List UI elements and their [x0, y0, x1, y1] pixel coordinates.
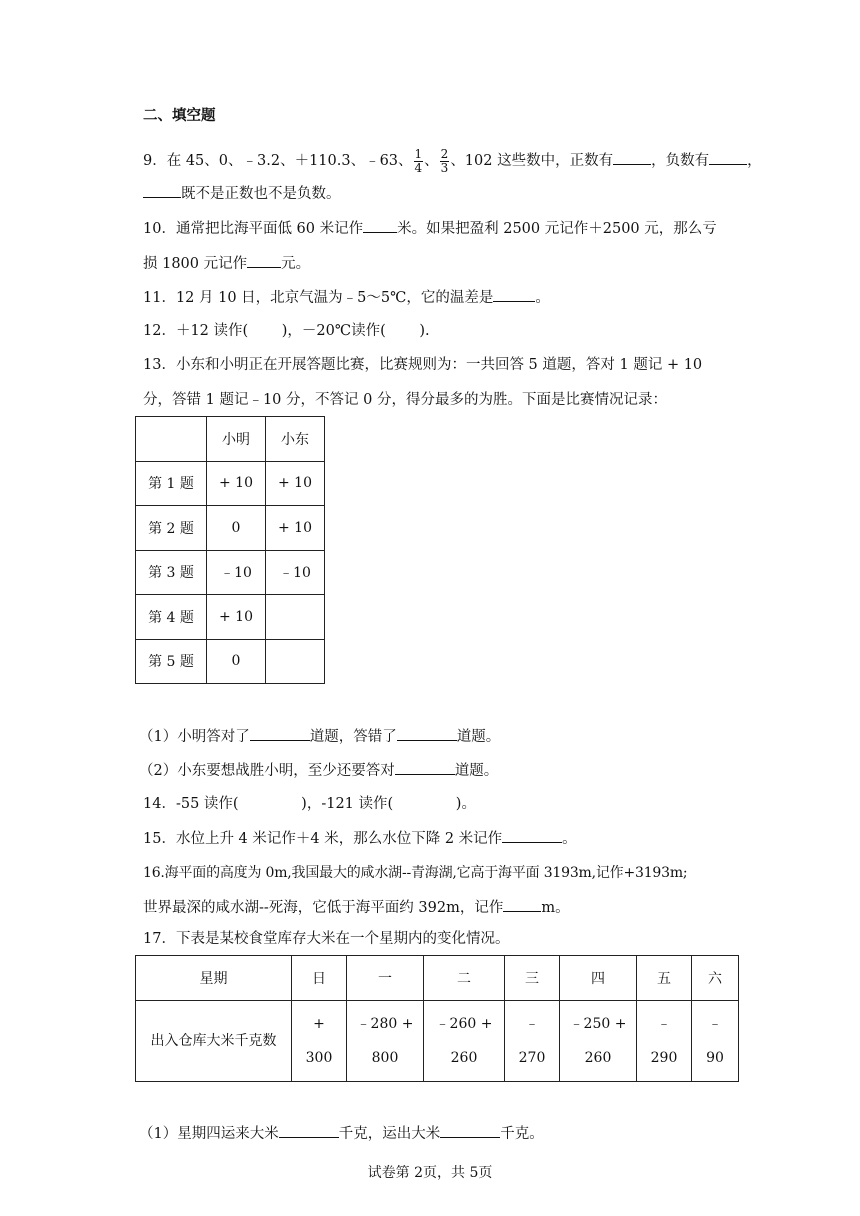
question-17-sub-1 [139, 1123, 544, 1144]
table-cell: + 10 [266, 506, 325, 551]
question-13-sub-2 [139, 760, 498, 781]
table-cell [266, 595, 325, 640]
q13-sub2-text-1: （2）小东要想战胜小明，至少还要答对 [139, 763, 395, 779]
table-cell: 第 1 题 [136, 461, 207, 506]
table-cell: ﹣260 + 260 [424, 1001, 505, 1082]
question-10-line-2 [143, 253, 310, 274]
q9-text-2: 、102 这些数中，正数有 [450, 153, 614, 169]
q9-text-5: 既不是正数也不是负数。 [181, 186, 341, 202]
table-cell: 日 [292, 956, 347, 1001]
table-row [136, 639, 325, 684]
table-cell: ﹣ 90 [692, 1001, 739, 1082]
table-cell: 0 [207, 639, 266, 684]
q9-text-3: ，负数有 [651, 153, 710, 169]
table-cell: ﹣ 290 [637, 1001, 692, 1082]
question-16-line-1: 16.海平面的高度为 0m,我国最大的咸水湖--青海湖,它高于海平面 3193m,记作+3193m; [143, 865, 688, 881]
answer-blank[interactable] [503, 897, 541, 912]
q9-text-4: ， [747, 153, 762, 169]
q11-text-2: 。 [535, 290, 550, 306]
answer-blank[interactable] [279, 1123, 339, 1138]
q10-text-2: 米。如果把盈利 2500 元记作＋2500 元，那么亏 [397, 221, 717, 237]
q15-text-2: 。 [562, 831, 577, 847]
answer-blank[interactable] [613, 150, 651, 165]
table-cell: 三 [505, 956, 560, 1001]
q10-text-3: 损 1800 元记作 [143, 256, 248, 272]
table-row [136, 461, 325, 506]
q9-sep: 、 [424, 153, 439, 169]
question-17: 17．下表是某校食堂库存大米在一个星期内的变化情况。 [143, 931, 510, 947]
table-cell: 二 [424, 956, 505, 1001]
table-cell [136, 417, 207, 462]
q17-sub1-text-3: 千克。 [500, 1126, 544, 1142]
answer-blank[interactable] [502, 828, 562, 843]
table-cell: 第 5 题 [136, 639, 207, 684]
question-14: 14．-55 读作( )，-121 读作( )。 [143, 796, 476, 812]
table-cell: ﹣10 [266, 550, 325, 595]
q13-sub1-text-3: 道题。 [456, 729, 501, 745]
table-cell: 小东 [266, 417, 325, 462]
table-cell: 出入仓库大米千克数 [136, 1001, 292, 1082]
q17-sub1-text-1: （1）星期四运来大米 [139, 1126, 279, 1142]
answer-blank[interactable] [395, 760, 455, 775]
table-cell: 一 [347, 956, 424, 1001]
table-cell: 0 [207, 506, 266, 551]
table-cell: ﹣ 270 [505, 1001, 560, 1082]
answer-blank[interactable] [363, 218, 397, 233]
fraction-1-4: $\frac{1}{4}$ [414, 146, 423, 175]
question-13-sub-1 [139, 726, 500, 747]
table-cell: 四 [560, 956, 637, 1001]
answer-blank[interactable] [440, 1123, 500, 1138]
rice-table [135, 955, 739, 1082]
table-cell: 星期 [136, 956, 292, 1001]
question-9-line-1 [143, 141, 762, 181]
question-16-line-2 [143, 897, 570, 918]
answer-blank[interactable] [143, 183, 181, 198]
question-13-line-1: 13．小东和小明正在开展答题比赛，比赛规则为：一共回答 5 道题，答对 1 题记 + 10 [143, 357, 703, 373]
q15-text-1: 15．水位上升 4 米记作＋4 米，那么水位下降 2 米记作 [143, 831, 503, 847]
table-row [136, 595, 325, 640]
table-cell: ﹣10 [207, 550, 266, 595]
question-10-line-1 [143, 218, 717, 239]
q10-text-1: 10．通常把比海平面低 60 米记作 [143, 221, 364, 237]
question-11 [143, 287, 550, 308]
answer-blank[interactable] [493, 287, 535, 302]
question-15 [143, 828, 577, 849]
fraction-2-3: $\frac{2}{3}$ [440, 146, 449, 175]
table-header-row [136, 417, 325, 462]
answer-blank[interactable] [247, 253, 281, 268]
table-cell: 第 3 题 [136, 550, 207, 595]
q10-text-4: 元。 [281, 256, 311, 272]
answer-blank[interactable] [397, 726, 457, 741]
table-cell: + 10 [207, 595, 266, 640]
q17-sub1-text-2: 千克，运出大米 [338, 1126, 441, 1142]
table-cell: + 10 [207, 461, 266, 506]
q13-sub1-text-1: （1）小明答对了 [139, 729, 250, 745]
table-cell: 第 2 题 [136, 506, 207, 551]
question-9-line-2 [143, 183, 341, 204]
table-cell: + 300 [292, 1001, 347, 1082]
table-cell: 小明 [207, 417, 266, 462]
table-row [136, 550, 325, 595]
answer-blank[interactable] [250, 726, 310, 741]
q13-sub1-text-2: 道题，答错了 [309, 729, 397, 745]
table-cell: 第 4 题 [136, 595, 207, 640]
q11-text-1: 11．12 月 10 日，北京气温为﹣5～5℃，它的温差是 [143, 290, 494, 306]
question-13-line-2: 分，答错 1 题记﹣10 分，不答记 0 分，得分最多的为胜。下面是比赛情况记录： [143, 392, 667, 408]
score-table [135, 416, 325, 684]
table-header-row [136, 956, 739, 1001]
page-footer: 试卷第 2页，共 5页 [367, 1165, 493, 1181]
q16-text-1: 世界最深的咸水湖--死海，它低于海平面约 392m，记作 [143, 900, 504, 916]
table-cell: + 10 [266, 461, 325, 506]
table-cell: 五 [637, 956, 692, 1001]
table-cell: ﹣280 + 800 [347, 1001, 424, 1082]
table-row [136, 506, 325, 551]
q13-sub2-text-2: 道题。 [454, 763, 499, 779]
table-cell [266, 639, 325, 684]
table-row [136, 1001, 739, 1082]
q16-text-2: m。 [541, 900, 570, 916]
table-cell: 六 [692, 956, 739, 1001]
q9-text-1: 9．在 45、0、﹣3.2、＋110.3、﹣63、 [143, 153, 413, 169]
question-12: 12．＋12 读作( )，－20℃读作( ). [143, 323, 430, 339]
answer-blank[interactable] [709, 150, 747, 165]
table-cell: ﹣250 + 260 [560, 1001, 637, 1082]
section-title: 二、填空题 [143, 108, 216, 124]
